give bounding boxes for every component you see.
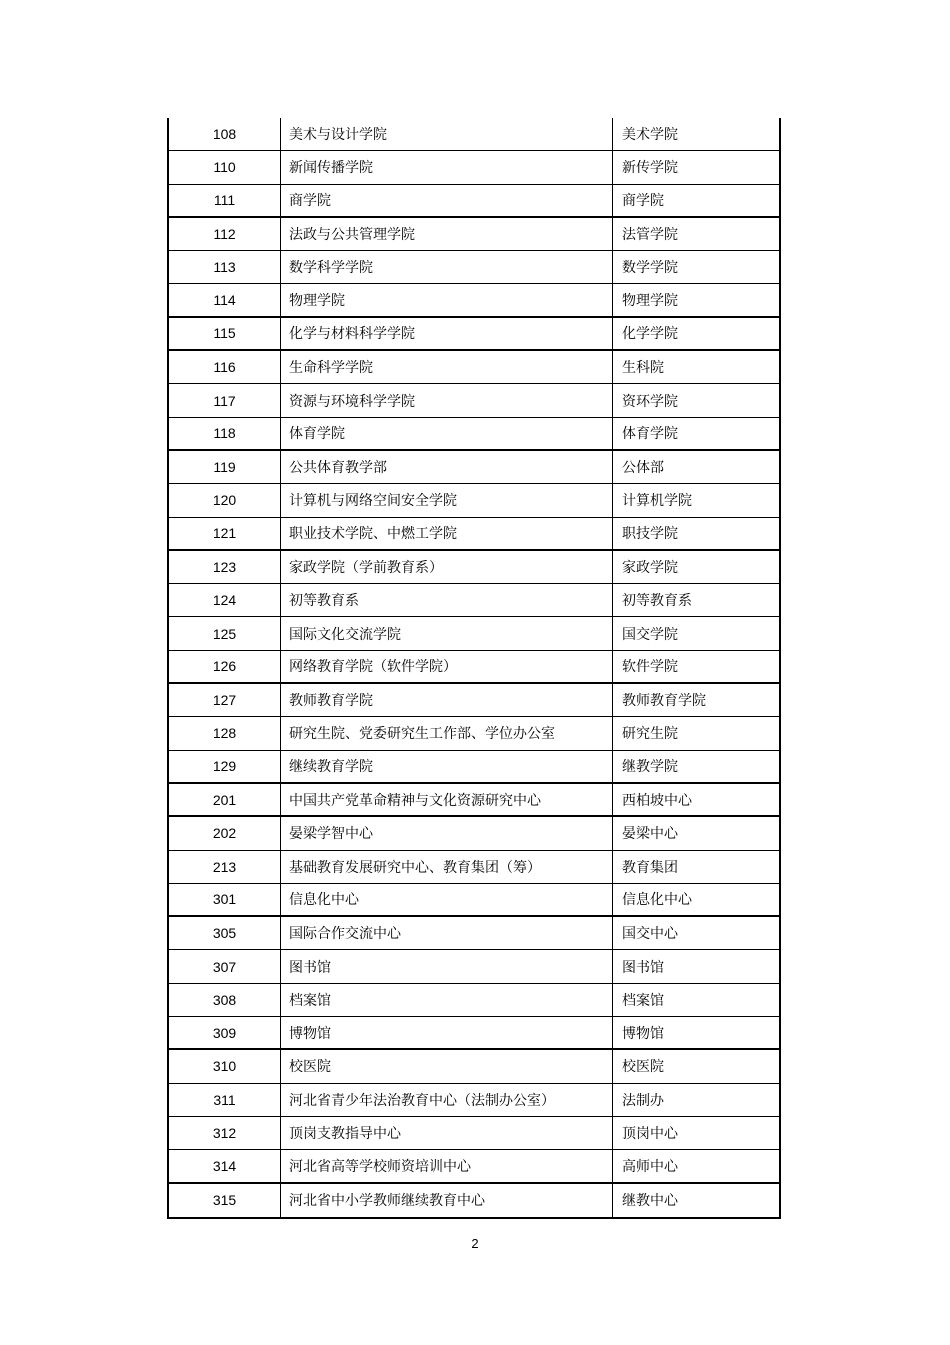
unit-name-cell: 顶岗支教指导中心 — [281, 1117, 613, 1149]
table-row — [169, 1017, 779, 1050]
unit-abbreviation-cell: 晏梁中心 — [622, 826, 678, 843]
table-row — [169, 151, 779, 184]
unit-code-cell: 125 — [169, 617, 281, 649]
unit-name-cell: 基础教育发展研究中心、教育集团（筹） — [281, 851, 613, 883]
unit-code-cell: 310 — [169, 1050, 281, 1082]
unit-abbreviation-cell: 法管学院 — [622, 227, 678, 244]
table-row — [169, 617, 779, 650]
unit-code-cell: 129 — [169, 751, 281, 782]
table-row — [169, 817, 779, 850]
unit-code-cell: 119 — [169, 451, 281, 483]
table-row — [169, 584, 779, 617]
table-row — [169, 984, 779, 1017]
unit-name-cell: 档案馆 — [281, 984, 613, 1016]
unit-name-cell: 河北省中小学教师继续教育中心 — [281, 1184, 613, 1217]
unit-abbreviation-cell: 资环学院 — [622, 393, 678, 410]
unit-name-cell: 河北省高等学校师资培训中心 — [281, 1150, 613, 1181]
unit-name-cell: 教师教育学院 — [281, 684, 613, 716]
unit-code-cell: 309 — [169, 1017, 281, 1048]
unit-abbreviation-cell: 教师教育学院 — [622, 693, 706, 710]
unit-abbreviation-cell: 继教中心 — [622, 1193, 678, 1210]
table-row — [169, 318, 779, 351]
table-row — [169, 551, 779, 584]
table-row — [169, 418, 779, 451]
unit-name-cell: 新闻传播学院 — [281, 151, 613, 183]
table-row — [169, 1084, 779, 1117]
unit-name-cell: 物理学院 — [281, 284, 613, 315]
unit-name-cell: 中国共产党革命精神与文化资源研究中心 — [281, 784, 613, 815]
table-row — [169, 784, 779, 817]
unit-abbreviation-cell: 新传学院 — [622, 160, 678, 177]
unit-abbreviation-cell: 化学学院 — [622, 326, 678, 343]
unit-name-cell: 研究生院、党委研究生工作部、学位办公室 — [281, 717, 613, 749]
unit-abbreviation-cell: 初等教育系 — [622, 593, 692, 610]
table-row — [169, 384, 779, 417]
unit-abbreviation-cell: 国交学院 — [622, 626, 678, 643]
unit-code-cell: 128 — [169, 717, 281, 749]
unit-name-cell: 博物馆 — [281, 1017, 613, 1048]
unit-code-cell: 124 — [169, 584, 281, 616]
unit-abbreviation-cell: 校医院 — [622, 1059, 664, 1076]
unit-abbreviation-cell: 信息化中心 — [622, 892, 692, 909]
unit-code-cell: 201 — [169, 784, 281, 815]
unit-code-cell: 307 — [169, 950, 281, 982]
table-row — [169, 851, 779, 884]
unit-name-cell: 职业技术学院、中燃工学院 — [281, 518, 613, 549]
unit-name-cell: 初等教育系 — [281, 584, 613, 616]
unit-code-cell: 112 — [169, 218, 281, 250]
unit-code-cell: 312 — [169, 1117, 281, 1149]
unit-abbreviation-cell: 美术学院 — [622, 127, 678, 144]
table-row — [169, 1184, 779, 1217]
table-row — [169, 185, 779, 218]
table-row — [169, 284, 779, 317]
unit-abbreviation-cell: 继教学院 — [622, 759, 678, 776]
unit-name-cell: 公共体育教学部 — [281, 451, 613, 483]
unit-code-cell: 308 — [169, 984, 281, 1016]
unit-code-cell: 111 — [169, 185, 281, 216]
unit-name-cell: 美术与设计学院 — [281, 118, 613, 150]
table-row — [169, 717, 779, 750]
unit-code-cell: 113 — [169, 251, 281, 283]
unit-name-cell: 体育学院 — [281, 418, 613, 449]
unit-code-cell: 108 — [169, 118, 281, 150]
unit-name-cell: 河北省青少年法治教育中心（法制办公室） — [281, 1084, 613, 1116]
unit-abbreviation-cell: 图书馆 — [622, 959, 664, 976]
unit-name-cell: 数学科学学院 — [281, 251, 613, 283]
unit-name-cell: 法政与公共管理学院 — [281, 218, 613, 250]
unit-code-cell: 114 — [169, 284, 281, 315]
table-row — [169, 118, 779, 151]
unit-abbreviation-cell: 教育集团 — [622, 859, 678, 876]
unit-code-cell: 314 — [169, 1150, 281, 1181]
table-row — [169, 1050, 779, 1083]
page-number: 2 — [471, 1236, 479, 1251]
unit-abbreviation-cell: 生科院 — [622, 360, 664, 377]
unit-code-cell: 117 — [169, 384, 281, 416]
unit-abbreviation-cell: 家政学院 — [622, 560, 678, 576]
unit-abbreviation-cell: 计算机学院 — [622, 493, 692, 510]
unit-abbreviation-cell: 数学学院 — [622, 260, 678, 277]
unit-name-cell: 继续教育学院 — [281, 751, 613, 782]
unit-code-cell: 305 — [169, 917, 281, 949]
table-row — [169, 351, 779, 384]
unit-code-cell: 118 — [169, 418, 281, 449]
unit-code-cell: 115 — [169, 318, 281, 349]
unit-name-cell: 校医院 — [281, 1050, 613, 1082]
table-row — [169, 950, 779, 983]
unit-code-cell: 301 — [169, 884, 281, 915]
unit-name-cell: 信息化中心 — [281, 884, 613, 915]
unit-abbreviation-cell: 国交中心 — [622, 926, 678, 943]
unit-name-cell: 生命科学学院 — [281, 351, 613, 383]
unit-name-cell: 商学院 — [281, 185, 613, 216]
unit-name-cell: 计算机与网络空间安全学院 — [281, 484, 613, 516]
unit-abbreviation-cell: 职技学院 — [622, 526, 678, 543]
unit-abbreviation-cell: 顶岗中心 — [622, 1126, 678, 1143]
unit-abbreviation-cell: 研究生院 — [622, 726, 678, 743]
unit-name-cell: 晏梁学智中心 — [281, 817, 613, 849]
unit-abbreviation-cell: 法制办 — [622, 1092, 664, 1109]
table-row — [169, 518, 779, 551]
unit-abbreviation-cell: 西柏坡中心 — [622, 792, 692, 809]
unit-code-cell: 127 — [169, 684, 281, 716]
unit-code-cell: 126 — [169, 651, 281, 682]
unit-code-cell: 311 — [169, 1084, 281, 1116]
table-row — [169, 218, 779, 251]
unit-code-cell: 202 — [169, 817, 281, 849]
table-row — [169, 684, 779, 717]
unit-code-cell: 120 — [169, 484, 281, 516]
unit-name-cell: 图书馆 — [281, 950, 613, 982]
unit-abbreviation-cell: 物理学院 — [622, 293, 678, 310]
unit-name-cell: 资源与环境科学学院 — [281, 384, 613, 416]
unit-code-cell: 121 — [169, 518, 281, 549]
table-row — [169, 1117, 779, 1150]
unit-code-cell: 315 — [169, 1184, 281, 1217]
unit-code-cell: 116 — [169, 351, 281, 383]
unit-abbreviation-cell: 商学院 — [622, 193, 664, 210]
unit-code-cell: 110 — [169, 151, 281, 183]
unit-code-cell: 213 — [169, 851, 281, 883]
unit-name-cell: 国际合作交流中心 — [281, 917, 613, 949]
table-row — [169, 651, 779, 684]
table-row — [169, 251, 779, 284]
table-row — [169, 751, 779, 784]
table-row — [169, 451, 779, 484]
unit-abbreviation-cell: 体育学院 — [622, 426, 678, 443]
table-row — [169, 884, 779, 917]
unit-abbreviation-cell: 博物馆 — [622, 1025, 664, 1042]
table-row — [169, 1150, 779, 1183]
unit-name-cell: 国际文化交流学院 — [281, 617, 613, 649]
table-row — [169, 484, 779, 517]
unit-abbreviation-cell: 软件学院 — [622, 659, 678, 676]
unit-abbreviation-cell: 公体部 — [622, 460, 664, 477]
unit-name-cell: 化学与材料科学学院 — [281, 318, 613, 349]
unit-name-cell: 网络教育学院（软件学院） — [281, 651, 613, 682]
unit-abbreviation-cell: 高师中心 — [622, 1158, 678, 1175]
unit-code-cell: 123 — [169, 551, 281, 583]
table-row — [169, 917, 779, 950]
unit-name-cell: 家政学院（学前教育系） — [281, 551, 613, 583]
unit-code-table — [167, 118, 781, 1219]
unit-abbreviation-cell: 档案馆 — [622, 992, 664, 1009]
